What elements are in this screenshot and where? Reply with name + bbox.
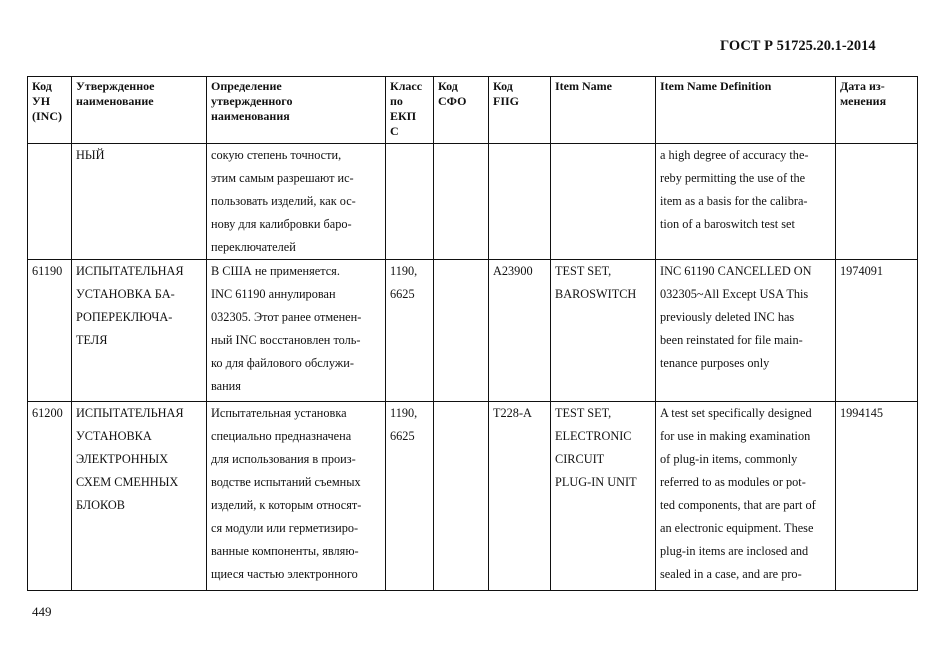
cell-line: ся модули или герметизиро- bbox=[211, 521, 359, 535]
cell-line: специально предназначена bbox=[211, 429, 352, 443]
header-fiig bbox=[489, 77, 551, 144]
cell-item-definition bbox=[656, 144, 836, 260]
cell-line: С bbox=[390, 124, 399, 138]
cell-class bbox=[386, 260, 434, 402]
table-row bbox=[28, 402, 918, 591]
cell-sfo bbox=[434, 402, 489, 591]
cell-line: ted components, that are part of bbox=[660, 498, 816, 512]
cell-line: ванные компоненты, являю- bbox=[211, 544, 359, 558]
cell-line: УСТАНОВКА bbox=[76, 429, 152, 443]
cell-line: ELECTRONIC bbox=[555, 429, 632, 443]
cell-line: tion of a baroswitch test set bbox=[660, 217, 795, 231]
cell-item-definition bbox=[656, 260, 836, 402]
cell-line: наименования bbox=[211, 109, 290, 123]
cell-line: tenance purposes only bbox=[660, 356, 770, 370]
cell-line: Класс bbox=[390, 79, 423, 93]
cell-line: A test set specifically designed bbox=[660, 406, 812, 420]
cell-item-name bbox=[551, 402, 656, 591]
cell-line: Item Name Definition bbox=[660, 79, 772, 93]
cell-line: 032305~All Except USA This bbox=[660, 287, 809, 301]
cell-line: been reinstated for file main- bbox=[660, 333, 803, 347]
cell-item-definition bbox=[656, 402, 836, 591]
cell-line: ко для файлового обслужи- bbox=[211, 356, 354, 370]
cell-definition bbox=[207, 144, 386, 260]
cell-line: Код bbox=[438, 79, 458, 93]
cell-line: для использования в произ- bbox=[211, 452, 356, 466]
cell-line: утвержденного bbox=[211, 94, 293, 108]
cell-line: BAROSWITCH bbox=[555, 287, 637, 301]
cell-approved-name bbox=[72, 402, 207, 591]
cell-line: ИСПЫТАТЕЛЬНАЯ bbox=[76, 406, 184, 420]
cell-fiig: T228-A bbox=[489, 402, 551, 591]
cell-approved-name bbox=[72, 260, 207, 402]
cell-line: INC 61190 аннулирован bbox=[211, 287, 336, 301]
header-class bbox=[386, 77, 434, 144]
cell-line: СФО bbox=[438, 94, 467, 108]
cell-fiig bbox=[489, 144, 551, 260]
cell-line: Утвержденное bbox=[76, 79, 155, 93]
cell-line: Дата из- bbox=[840, 79, 885, 93]
cell-inc bbox=[28, 144, 72, 260]
cell-line: этим самым разрешают ис- bbox=[211, 171, 354, 185]
header-inc bbox=[28, 77, 72, 144]
header-approved-name bbox=[72, 77, 207, 144]
cell-line: Код bbox=[493, 79, 513, 93]
cell-line: УСТАНОВКА БА- bbox=[76, 287, 175, 301]
standard-title: ГОСТ Р 51725.20.1-2014 bbox=[720, 38, 876, 54]
cell-approved-name bbox=[72, 144, 207, 260]
cell-line: ИСПЫТАТЕЛЬНАЯ bbox=[76, 264, 184, 278]
cell-line: переключателей bbox=[211, 240, 296, 254]
table-row bbox=[28, 144, 918, 260]
cell-line: ЭЛЕКТРОННЫХ bbox=[76, 452, 169, 466]
cell-line: item as a basis for the calibra- bbox=[660, 194, 808, 208]
cell-line: 6625 bbox=[390, 429, 415, 443]
cell-line: ный INC восстановлен толь- bbox=[211, 333, 361, 347]
cell-line: Определение bbox=[211, 79, 282, 93]
table-row bbox=[28, 260, 918, 402]
cell-line: 1190, bbox=[390, 406, 418, 420]
cell-line: Испытательная установка bbox=[211, 406, 347, 420]
cell-item-name bbox=[551, 144, 656, 260]
cell-inc: 61200 bbox=[28, 402, 72, 591]
cell-fiig: A23900 bbox=[489, 260, 551, 402]
cell-line: a high degree of accuracy the- bbox=[660, 148, 809, 162]
cell-line: FIIG bbox=[493, 94, 520, 108]
cell-line: В США не применяется. bbox=[211, 264, 340, 278]
table-header-row bbox=[28, 77, 918, 144]
cell-line: НЫЙ bbox=[76, 148, 105, 162]
cell-line: ЕКП bbox=[390, 109, 417, 123]
cell-date bbox=[836, 144, 918, 260]
header-sfo bbox=[434, 77, 489, 144]
cell-line: по bbox=[390, 94, 403, 108]
cell-line: пользовать изделий, как ос- bbox=[211, 194, 356, 208]
cell-line: reby permitting the use of the bbox=[660, 171, 806, 185]
cell-line: менения bbox=[840, 94, 887, 108]
header-item-definition bbox=[656, 77, 836, 144]
cell-class bbox=[386, 402, 434, 591]
cell-line: наименование bbox=[76, 94, 154, 108]
cell-line: TEST SET, bbox=[555, 406, 612, 420]
cell-line: previously deleted INC has bbox=[660, 310, 795, 324]
cell-line: нову для калибровки баро- bbox=[211, 217, 352, 231]
cell-line: СХЕМ СМЕННЫХ bbox=[76, 475, 179, 489]
cell-line: CIRCUIT bbox=[555, 452, 605, 466]
header-date bbox=[836, 77, 918, 144]
cell-line: (INC) bbox=[32, 109, 62, 123]
cell-date: 1974091 bbox=[836, 260, 918, 402]
header-definition bbox=[207, 77, 386, 144]
cell-line: водстве испытаний съемных bbox=[211, 475, 361, 489]
cell-sfo bbox=[434, 144, 489, 260]
cell-line: 032305. Этот ранее отменен- bbox=[211, 310, 362, 324]
cell-line: РОПЕРЕКЛЮЧА- bbox=[76, 310, 173, 324]
cell-line: plug-in items are inclosed and bbox=[660, 544, 809, 558]
cell-inc: 61190 bbox=[28, 260, 72, 402]
cell-date: 1994145 bbox=[836, 402, 918, 591]
cell-line: БЛОКОВ bbox=[76, 498, 125, 512]
cell-line: 1190, bbox=[390, 264, 418, 278]
cell-line: INC 61190 CANCELLED ON bbox=[660, 264, 812, 278]
cell-item-name bbox=[551, 260, 656, 402]
cell-line: sealed in a case, and are pro- bbox=[660, 567, 802, 581]
cell-line: TEST SET, bbox=[555, 264, 612, 278]
classification-table bbox=[27, 76, 918, 591]
cell-line: вания bbox=[211, 379, 241, 393]
cell-line: сокую степень точности, bbox=[211, 148, 342, 162]
cell-line: ТЕЛЯ bbox=[76, 333, 108, 347]
cell-line: an electronic equipment. These bbox=[660, 521, 814, 535]
cell-line: Код bbox=[32, 79, 52, 93]
cell-line: Item Name bbox=[555, 79, 612, 93]
cell-line: 6625 bbox=[390, 287, 415, 301]
page-number: 449 bbox=[32, 604, 52, 619]
cell-definition bbox=[207, 260, 386, 402]
header-item-name bbox=[551, 77, 656, 144]
cell-definition bbox=[207, 402, 386, 591]
cell-sfo bbox=[434, 260, 489, 402]
cell-line: of plug-in items, commonly bbox=[660, 452, 798, 466]
cell-line: УН bbox=[32, 94, 51, 108]
cell-line: PLUG-IN UNIT bbox=[555, 475, 637, 489]
cell-line: изделий, к которым относят- bbox=[211, 498, 362, 512]
cell-line: щиеся частью электронного bbox=[211, 567, 358, 581]
cell-class bbox=[386, 144, 434, 260]
cell-line: for use in making examination bbox=[660, 429, 811, 443]
cell-line: referred to as modules or pot- bbox=[660, 475, 806, 489]
